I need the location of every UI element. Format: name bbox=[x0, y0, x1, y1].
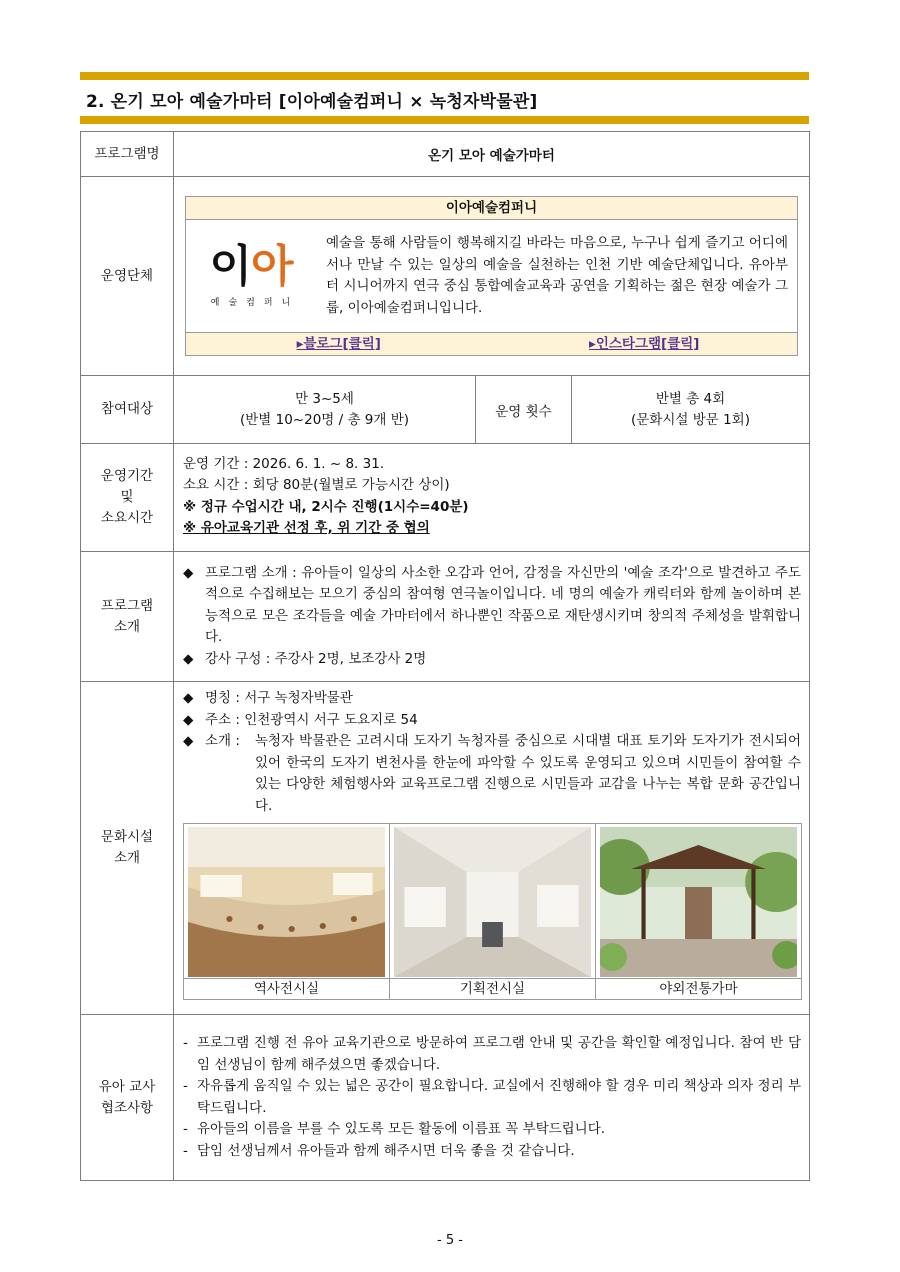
org-body bbox=[186, 220, 797, 333]
photo-caption: 기획전시실 bbox=[390, 979, 596, 999]
row-period bbox=[81, 444, 810, 552]
operator-cell bbox=[174, 177, 810, 376]
dash-bullet: - bbox=[183, 1142, 188, 1159]
org-links bbox=[186, 333, 797, 355]
logo-mark bbox=[209, 240, 293, 292]
label-cooperation-1: 유아 교사 bbox=[98, 1078, 156, 1095]
list-item bbox=[183, 1076, 801, 1119]
label-program-intro-2: 소개 bbox=[113, 618, 141, 635]
session-count-value bbox=[572, 376, 810, 444]
org-info-box bbox=[185, 196, 798, 356]
company-logo bbox=[186, 240, 316, 308]
dash-bullet: - bbox=[183, 1121, 188, 1137]
org-description: 예술을 통해 사람들이 행복해지길 바라는 마음으로, 누구나 쉽게 즐기고 어디에서나 만날 수 있는 일상의 예술을 실천하는 인천 기반 예술단체입니다. 유아부터 시니어까지 연극 중심 통합예술교육과 공연을 기획하는 젊은 현장 예술가 그룹, 이아예술컴퍼니입니다. bbox=[326, 235, 788, 316]
facility-desc-key: 소개 : bbox=[205, 733, 240, 749]
row-facility bbox=[81, 682, 810, 1015]
facility-address-key: 주소 : bbox=[205, 711, 245, 728]
program-info-table bbox=[80, 131, 810, 1181]
label-program-intro-1: 프로그램 bbox=[100, 597, 154, 614]
special-hall-photo bbox=[394, 827, 591, 977]
diamond-bullet-icon: ◆ bbox=[183, 650, 194, 667]
list-item bbox=[183, 1033, 801, 1076]
list-item bbox=[183, 731, 801, 817]
facility-description: 녹청자 박물관은 고려시대 도자기 녹청자를 중심으로 시대별 대표 토기와 도자기가 전시되어 있어 한국의 도자기 변천사를 한눈에 파악할 수 있도록 운영되고 있으며 시민들이 참여할 수 있는 다양한 체험행사와 교육프로그램 진행으로 시민들과 교감을 나누는 복합 문화 공간입니다. bbox=[255, 733, 801, 814]
row-program-name bbox=[81, 132, 810, 177]
list-item bbox=[183, 1119, 801, 1141]
session-count-line-1: 반별 총 4회 bbox=[655, 390, 726, 407]
label-facility bbox=[81, 682, 174, 1015]
label-facility-2: 소개 bbox=[113, 850, 141, 866]
section-title: 2. 온기 모아 예술가마터 [이아예술컴퍼니 × 녹청자박물관] bbox=[86, 92, 538, 112]
list-item bbox=[183, 688, 801, 710]
duration-line: 소요 시간 : 회당 80분(월별로 가능시간 상이) bbox=[183, 477, 450, 493]
label-operator: 운영단체 bbox=[81, 177, 174, 376]
program-description: 프로그램 소개 : 유아들이 일상의 사소한 오감과 언어, 감정을 자신만의 '예술 조각'으로 발견하고 주도적으로 수집해보는 모으기 중심의 참여형 연극놀이입니다. 네 명의 예술가 캐릭터와 함께 놀이하며 본능적으로 모은 조각들을 예술 가마터에서 하나뿐인 작품으로 재탄생시키며 창의적 주체성을 발휘합니다. bbox=[205, 564, 801, 646]
bottom-accent-bar bbox=[80, 116, 809, 124]
label-period-3: 소요시간 bbox=[100, 510, 154, 526]
row-cooperation bbox=[81, 1015, 810, 1181]
facility-name-key: 명칭 : bbox=[205, 690, 245, 706]
label-cooperation-2: 협조사항 bbox=[100, 1099, 154, 1116]
facility-name: 서구 녹청자박물관 bbox=[244, 690, 353, 706]
facility-address: 인천광역시 서구 도요지로 54 bbox=[244, 711, 418, 728]
target-line-2: (반별 10~20명 / 총 9개 반) bbox=[239, 411, 410, 428]
list-item bbox=[183, 710, 801, 732]
label-cooperation bbox=[81, 1015, 174, 1181]
history-hall-photo bbox=[188, 827, 385, 977]
blog-link[interactable]: ▸블로그[클릭] bbox=[296, 336, 381, 352]
label-session-count: 운영 횟수 bbox=[476, 376, 572, 444]
label-facility-1: 문화시설 bbox=[100, 829, 154, 845]
row-target bbox=[81, 376, 810, 444]
cooperation-cell bbox=[174, 1015, 810, 1181]
cooperation-item-1: 프로그램 진행 전 유아 교육기관으로 방문하여 프로그램 안내 및 공간을 확인할 예정입니다. 참여 반 담임 선생님이 함께 해주셨으면 좋겠습니다. bbox=[197, 1035, 801, 1073]
label-period-2: 및 bbox=[120, 489, 134, 505]
target-value bbox=[174, 376, 476, 444]
label-program-intro bbox=[81, 552, 174, 682]
list-item bbox=[183, 1141, 801, 1163]
cooperation-item-4: 담임 선생님께서 유아들과 함께 해주시면 더욱 좋을 것 같습니다. bbox=[197, 1142, 575, 1159]
instructor-info: 강사 구성 : 주강사 2명, 보조강사 2명 bbox=[205, 650, 427, 667]
session-count-line-2: (문화시설 방문 1회) bbox=[631, 411, 750, 428]
outdoor-kiln-photo bbox=[600, 827, 797, 977]
facility-photo-grid bbox=[183, 823, 802, 1000]
list-item bbox=[183, 649, 801, 671]
org-name: 이아예술컴퍼니 bbox=[186, 197, 797, 220]
logo-text: 이아 bbox=[209, 240, 293, 292]
period-line: 운영 기간 : 2026. 6. 1. ~ 8. 31. bbox=[183, 455, 385, 472]
diamond-bullet-icon: ◆ bbox=[183, 690, 194, 706]
page-number: - 5 - bbox=[437, 1233, 463, 1248]
cooperation-item-3: 유아들의 이름을 부를 수 있도록 모든 활동에 이름표 꼭 부탁드립니다. bbox=[197, 1121, 606, 1137]
logo-subtitle: 예술컴퍼니 bbox=[210, 297, 300, 308]
diamond-bullet-icon: ◆ bbox=[183, 564, 194, 581]
photo-caption: 역사전시실 bbox=[184, 979, 390, 999]
photo-caption: 야외전통가마 bbox=[659, 981, 738, 997]
label-program-name: 프로그램명 bbox=[81, 132, 174, 177]
cooperation-item-2: 자유롭게 움직일 수 있는 넓은 공간이 필요합니다. 교실에서 진행해야 할 경우 미리 책상과 의자 정리 부탁드립니다. bbox=[197, 1078, 801, 1116]
instagram-link[interactable]: ▸인스타그램[클릭] bbox=[589, 336, 700, 352]
target-line-1: 만 3~5세 bbox=[295, 390, 354, 407]
program-name-value: 온기 모아 예술가마터 bbox=[174, 132, 810, 177]
row-operator bbox=[81, 177, 810, 376]
regular-class-note: ※ 정규 수업시간 내, 2시수 진행(1시수=40분) bbox=[183, 498, 469, 515]
program-intro-cell bbox=[174, 552, 810, 682]
dash-bullet: - bbox=[183, 1078, 188, 1094]
diamond-bullet-icon: ◆ bbox=[183, 711, 194, 728]
dash-bullet: - bbox=[183, 1035, 188, 1051]
label-target: 참여대상 bbox=[81, 376, 174, 444]
facility-cell bbox=[174, 682, 810, 1015]
logo-accent-glyph: 아 bbox=[251, 240, 293, 292]
diamond-bullet-icon: ◆ bbox=[183, 733, 194, 749]
label-period bbox=[81, 444, 174, 552]
row-program-intro bbox=[81, 552, 810, 682]
top-accent-bar bbox=[80, 72, 809, 80]
list-item bbox=[183, 563, 801, 649]
period-cell bbox=[174, 444, 810, 552]
schedule-note: ※ 유아교육기관 선정 후, 위 기간 중 협의 bbox=[183, 520, 430, 536]
label-period-1: 운영기간 bbox=[100, 468, 154, 484]
